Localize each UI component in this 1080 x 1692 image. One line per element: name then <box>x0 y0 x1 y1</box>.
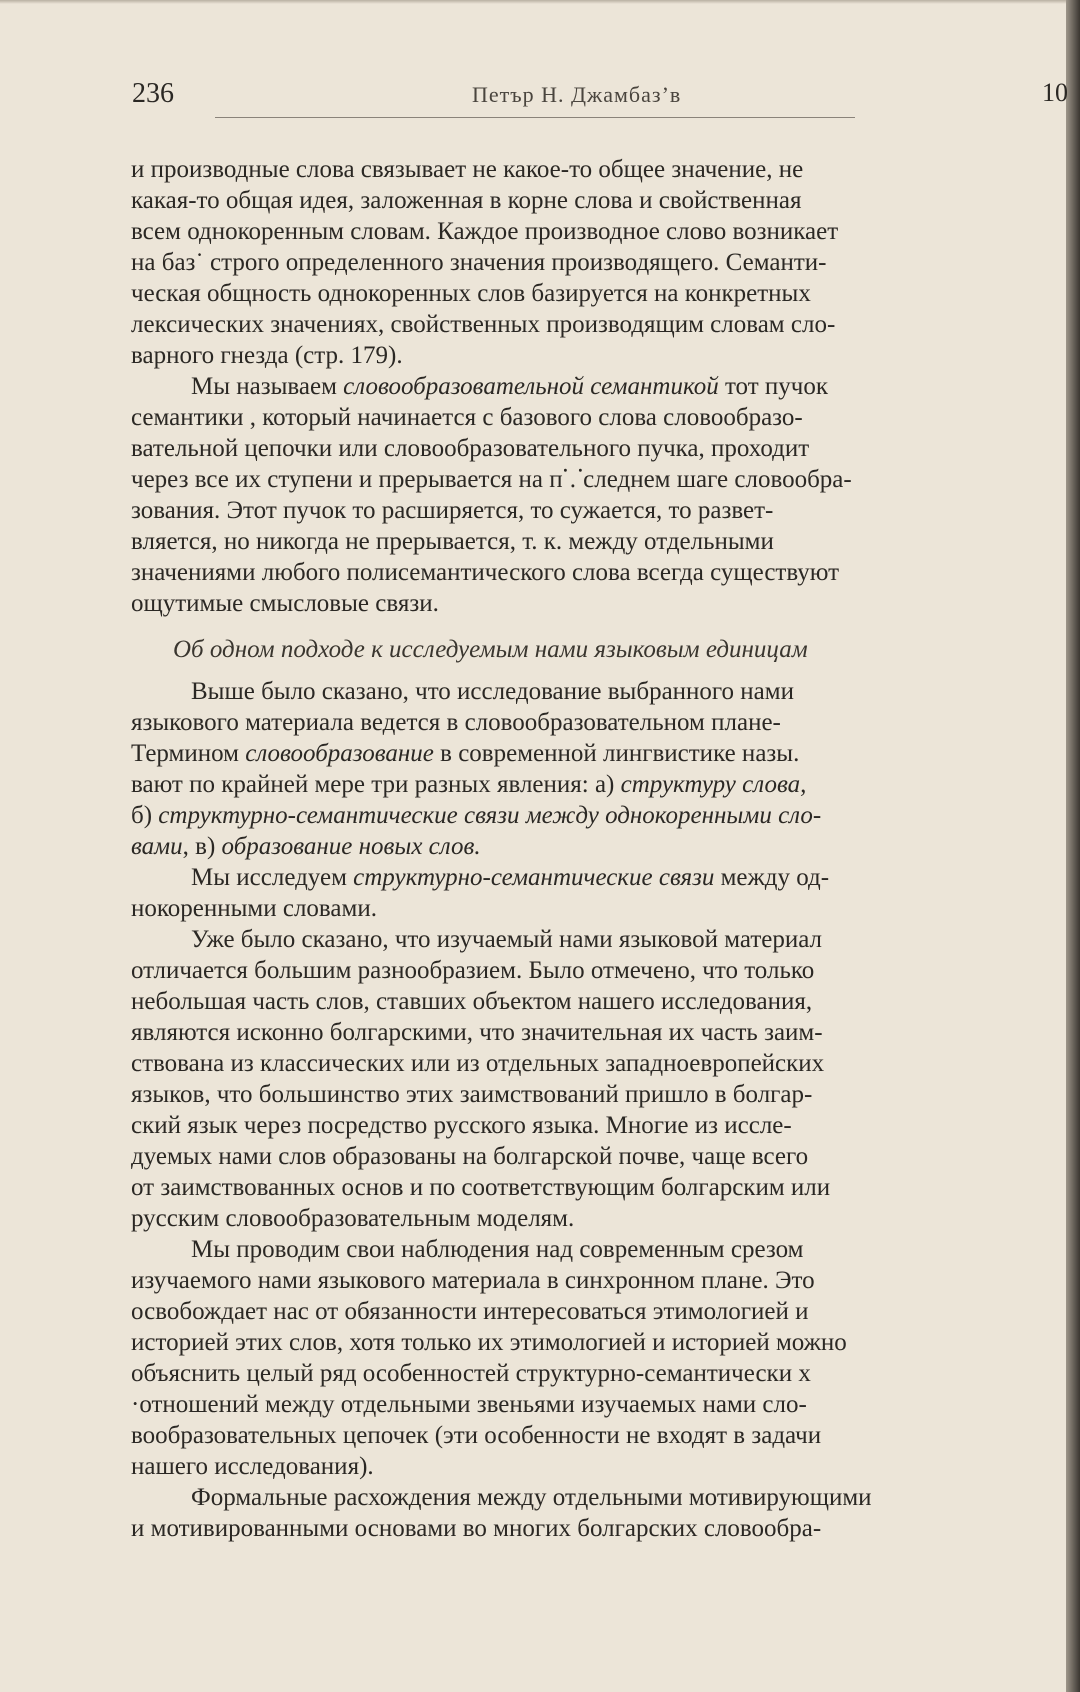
text-line: Мы исследуем структурно-семантические связи между од- <box>191 864 830 891</box>
text-line: от заимствованных основ и по соответствующим болгарским или <box>131 1174 831 1201</box>
binding-edge <box>1066 0 1080 1692</box>
text-line: являются исконно болгарскими, что значительная их часть заим- <box>131 1019 823 1046</box>
text-line: освобождает нас от обязанности интересоваться этимологией и <box>131 1298 809 1325</box>
text-line: отличается большим разнообразием. Было отмечено, что только <box>131 957 815 984</box>
italic-term: структурно-семантические связи <box>353 864 715 891</box>
text-line: вают по крайней мере три разных явления: а) структуру слова, <box>131 771 807 798</box>
text-line: всем однокоренным словам. Каждое производное слово возникает <box>131 218 839 245</box>
text-line: нокоренными словами. <box>131 895 377 922</box>
text-line: вляется, но никогда не прерывается, т. к. между отдельными <box>131 528 774 555</box>
text-line: дуемых нами слов образованы на болгарской почве, чаще всего <box>131 1143 809 1170</box>
text-line: вами, в) образование новых слов. <box>131 833 481 860</box>
text-line: ощутимые смысловые связи. <box>131 590 439 617</box>
text-line: изучаемого нами языкового материала в синхронном плане. Это <box>131 1267 815 1294</box>
text-line: варного гнезда (стр. 179). <box>131 342 403 369</box>
running-head: Петър Н. Джамбаз’в <box>472 82 682 107</box>
text-line: вательной цепочки или словообразовательного пучка, проходит <box>131 435 810 462</box>
text-line: Мы проводим свои наблюдения над современным срезом <box>191 1236 804 1263</box>
italic-term: образование новых слов. <box>221 833 481 860</box>
text-line: зования. Этот пучок то расширяется, то сужается, то развет- <box>131 497 774 524</box>
text-line: историей этих слов, хотя только их этимологией и историей можно <box>131 1329 847 1356</box>
text-line: ческая общность однокоренных слов базируется на конкретных <box>131 280 811 307</box>
text-line: и мотивированными основами во многих болгарских словообра- <box>131 1515 822 1542</box>
text-line: б) структурно-семантические связи между однокоренными сло- <box>131 802 822 829</box>
italic-term: структурно-семантические связи между однокоренными сло- <box>158 802 822 829</box>
italic-term: структуру слова, <box>620 771 807 798</box>
text-line: какая-то общая идея, заложенная в корне слова и свойственная <box>131 187 802 214</box>
body-text <box>131 154 1066 1544</box>
text-line: лексических значениях, свойственных производящим словам сло- <box>131 311 836 338</box>
text-line: и производные слова связывает не какое-то общее значение, не <box>131 156 804 183</box>
text-line: объяснить целый ряд особенностей структурно-семантически х <box>131 1360 811 1387</box>
text-line: вообразовательных цепочек (эти особенности не входят в задачи <box>131 1422 822 1449</box>
text-line: на баз˙ строго определенного значения производящего. Семанти- <box>131 249 827 276</box>
text-line: Формальные расхождения между отдельными мотивирующими <box>191 1484 872 1511</box>
italic-term: словообразовательной семантикой <box>343 373 719 400</box>
text-line: семантики , который начинается с базового слова словообразо- <box>131 404 803 431</box>
text-line: Термином словообразование в современной лингвистике назы. <box>131 740 800 767</box>
text-line: языков, что большинство этих заимствований пришло в болгар- <box>131 1081 813 1108</box>
section-heading: Об одном подходе к исследуемым нами языковым единицам <box>173 636 808 663</box>
italic-term: вами <box>131 833 183 860</box>
text-line: через все их ступени и прерывается на п⸪следнем шаге словообра- <box>131 466 852 493</box>
page-number: 236 <box>132 78 174 109</box>
text-line: Выше было сказано, что исследование выбранного нами <box>191 678 794 705</box>
text-line: ·отношений между отдельными звеньями изучаемых нами сло- <box>131 1391 807 1418</box>
text-line: ский язык через посредство русского языка. Многие из иссле- <box>131 1112 792 1139</box>
header-right-mark: 10 <box>1042 78 1068 107</box>
italic-term: словообразование <box>245 740 434 767</box>
header-rule <box>215 117 855 118</box>
page-header <box>132 78 1072 112</box>
text-line: небольшая часть слов, ставших объектом нашего исследования, <box>131 988 813 1015</box>
text-line: значениями любого полисемантического слова всегда существуют <box>131 559 840 586</box>
text-line: русским словообразовательным моделям. <box>131 1205 575 1232</box>
text-line: ствована из классических или из отдельных западноевропейских <box>131 1050 825 1077</box>
text-line: Мы называем словообразовательной семантикой тот пучок <box>191 373 828 400</box>
scan-top-edge <box>0 0 1080 4</box>
text-line: нашего исследования). <box>131 1453 374 1480</box>
text-line: Уже было сказано, что изучаемый нами языковой материал <box>191 926 823 953</box>
text-line: языкового материала ведется в словообразовательном плане- <box>131 709 781 736</box>
